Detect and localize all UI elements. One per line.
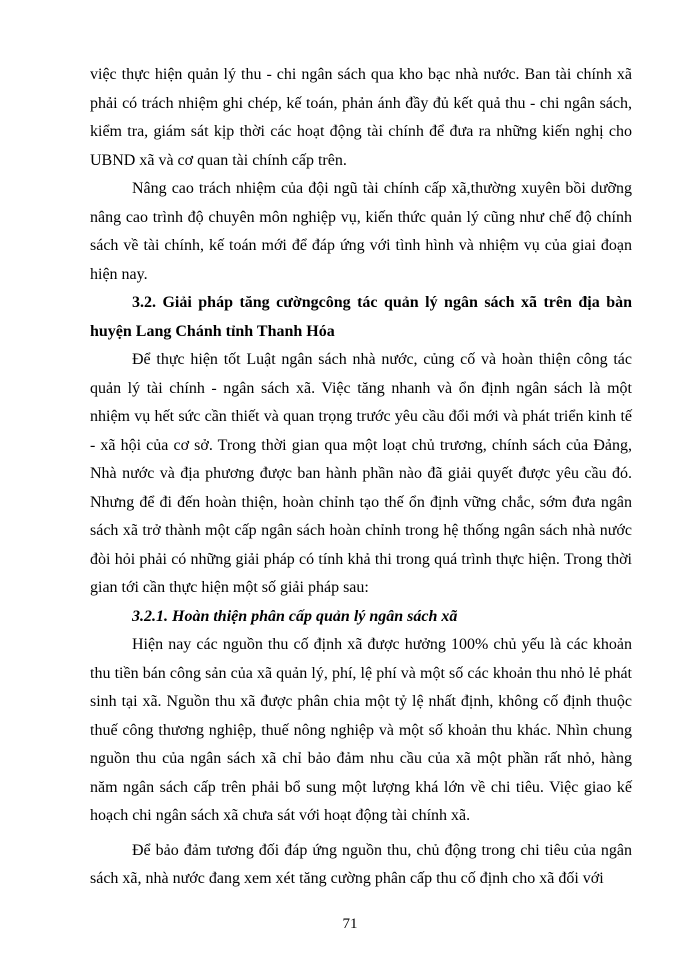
paragraph-revenue-sources: Hiện nay các nguồn thu cố định xã được hưởng 100% chủ yếu là các khoản thu tiền bán công sản của xã quản lý, phí, lệ phí và một số các khoản thu nhỏ lẻ phát sinh tại xã. Nguồn thu xã được phân chia một tỷ lệ nhất định, không cố định thuộc thuế công thương nghiệp, thuế nông nghiệp và một số khoản thu khác. Nhìn chung nguồn thu của ngân sách xã chỉ bảo đảm nhu cầu của xã một phần rất nhỏ, hàng năm ngân sách cấp trên phải bổ sung một lượng khá lớn về chi tiêu. Việc giao kế hoạch chi ngân sách xã chưa sát với hoạt động tài chính xã. xyxy=(90,636,632,824)
paragraph-decentralization: Để bảo đảm tương đối đáp ứng nguồn thu, chủ động trong chi tiêu của ngân sách xã, nhà nước đang xem xét tăng cường phân cấp thu cố định cho xã đối với xyxy=(90,841,632,887)
paragraph-responsibility: Nâng cao trách nhiệm của đội ngũ tài chính cấp xã,thường xuyên bồi dưỡng nâng cao trình độ chuyên môn nghiệp vụ, kiến thức quản lý cũng như chế độ chính sách về tài chính, kế toán mới để đáp ứng với tình hình và nhiệm vụ của giai đoạn hiện nay. xyxy=(90,180,632,283)
section-heading-3-2-1: 3.2.1. Hoàn thiện phân cấp quản lý ngân sách xã xyxy=(132,607,458,625)
paragraph-introduction: Để thực hiện tốt Luật ngân sách nhà nước, củng cố và hoàn thiện công tác quản lý tài chính - ngân sách xã. Việc tăng nhanh và ổn định ngân sách là một nhiệm vụ hết sức cần thiết và quan trọng trước yêu cầu đổi mới và phát triển kinh tế - xã hội của cơ sở. Trong thời gian qua một loạt chủ trương, chính sách của Đảng, Nhà nước và địa phương được ban hành phần nào đã giải quyết được yêu cầu đó. Nhưng để đi đến hoàn thiện, hoàn chỉnh tạo thế ổn định vững chắc, sớm đưa ngân sách xã trở thành một cấp ngân sách hoàn chỉnh trong hệ thống ngân sách nhà nước đòi hỏi phải có những giải pháp có tính khả thi trong quá trình thực hiện. Trong thời gian tới cần thực hiện một số giải pháp sau: xyxy=(90,351,632,596)
section-heading-3-2: 3.2. Giải pháp tăng cườngcông tác quản lý ngân sách xã trên địa bàn huyện Lang Chánh tỉnh Thanh Hóa xyxy=(90,294,632,340)
page-number: 71 xyxy=(342,916,358,932)
paragraph-continuation: việc thực hiện quản lý thu - chi ngân sách qua kho bạc nhà nước. Ban tài chính xã phải có trách nhiệm ghi chép, kế toán, phản ánh đầy đủ kết quả thu - chi ngân sách, kiểm tra, giám sát kịp thời các hoạt động tài chính để đưa ra những kiến nghị cho UBND xã và cơ quan tài chính cấp trên. xyxy=(90,66,632,169)
